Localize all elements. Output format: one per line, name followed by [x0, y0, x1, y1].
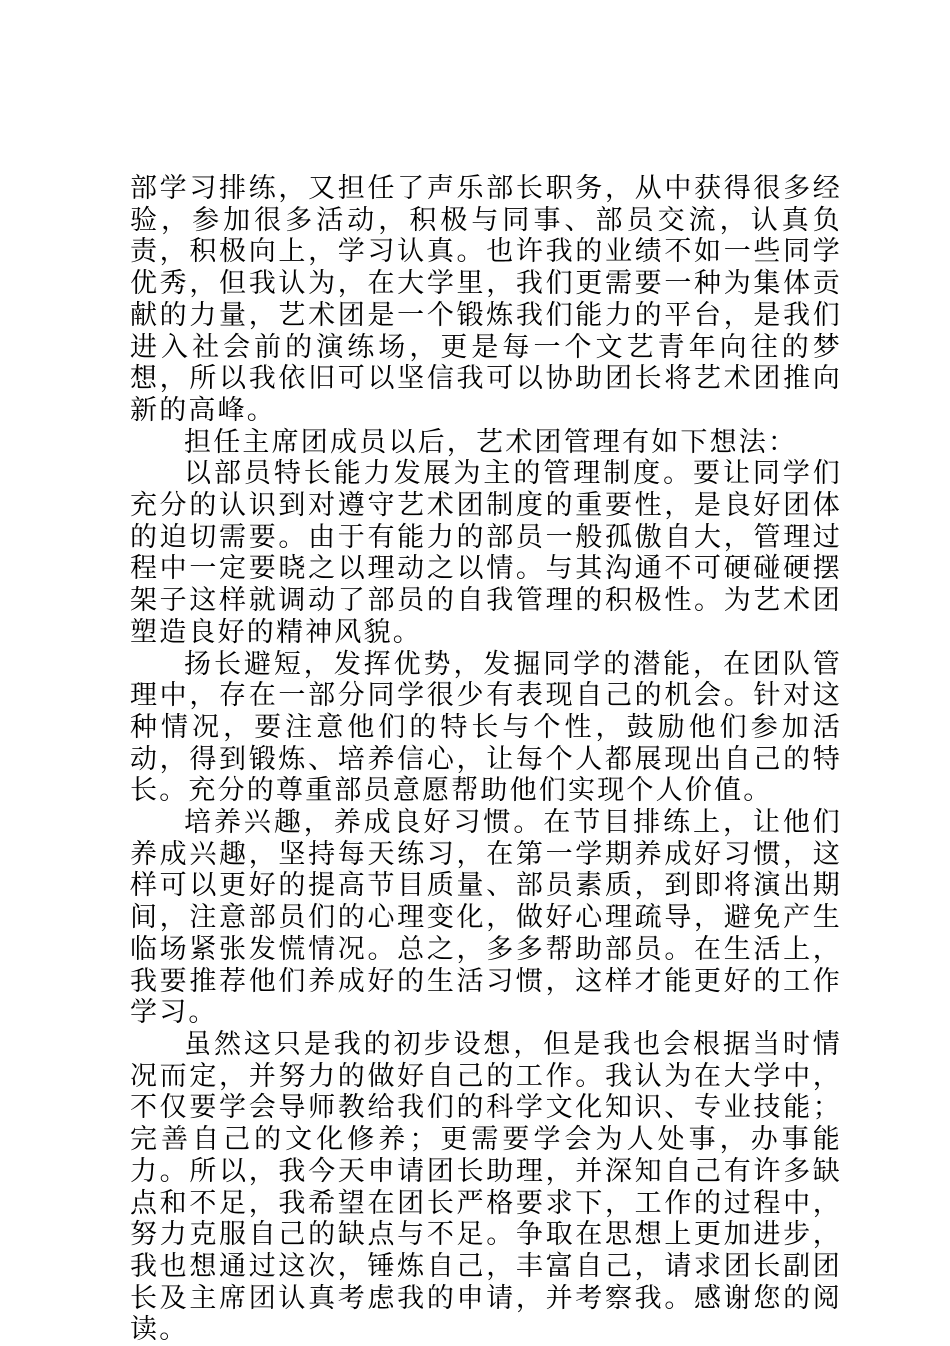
paragraph-conclusion: 虽然这只是我的初步设想，但是我也会根据当时情况而定，并努力的做好自己的工作。我认为在大学中，不仅要学会导师教给我们的科学文化知识、专业技能；完善自己的文化修养；更需要学会为人处事，办事能力。所以，我今天申请团长助理，并深知自己有许多缺点和不足，我希望在团长严格要求下，工作的过程中，努力克服自己的缺点与不足。争取在思想上更加进步，我也想通过这次，锤炼自己，丰富自己，请求团长副团长及主席团认真考虑我的申请，并考察我。感谢您的阅读。 [130, 1028, 842, 1346]
paragraph-continuation: 部学习排练，又担任了声乐部长职务，从中获得很多经验，参加很多活动，积极与同事、部员交流，认真负责，积极向上，学习认真。也许我的业绩不如一些同学优秀，但我认为，在大学里，我们更需要一种为集体贡献的力量，艺术团是一个锻炼我们能力的平台，是我们进入社会前的演练场，更是每一个文艺青年向往的梦想，所以我依旧可以坚信我可以协助团长将艺术团推向新的高峰。 [130, 173, 842, 426]
paragraph-intro-ideas: 担任主席团成员以后，艺术团管理有如下想法： [184, 426, 798, 458]
paragraph-management-system: 以部员特长能力发展为主的管理制度。要让同学们充分的认识到对遵守艺术团制度的重要性，是良好团体的迫切需要。由于有能力的部员一般孤傲自大，管理过程中一定要晓之以理动之以情。与其沟通不可硬碰硬摆架子这样就调动了部员的自我管理的积极性。为艺术团塑造良好的精神风貌。 [130, 458, 842, 648]
paragraph-interests-habits: 培养兴趣，养成良好习惯。在节目排练上，让他们养成兴趣，坚持每天练习，在第一学期养成好习惯，这样可以更好的提高节目质量、部员素质，到即将演出期间，注意部员们的心理变化，做好心理疏导，避免产生临场紧张发慌情况。总之，多多帮助部员。在生活上，我要推荐他们养成好的生活习惯，这样才能更好的工作学习。 [130, 807, 842, 1029]
document-body [130, 173, 842, 1346]
paragraph-strengths: 扬长避短，发挥优势，发掘同学的潜能，在团队管理中，存在一部分同学很少有表现自己的机会。针对这种情况，要注意他们的特长与个性，鼓励他们参加活动，得到锻炼、培养信心，让每个人都展现出自己的特长。充分的尊重部员意愿帮助他们实现个人价值。 [130, 648, 842, 807]
